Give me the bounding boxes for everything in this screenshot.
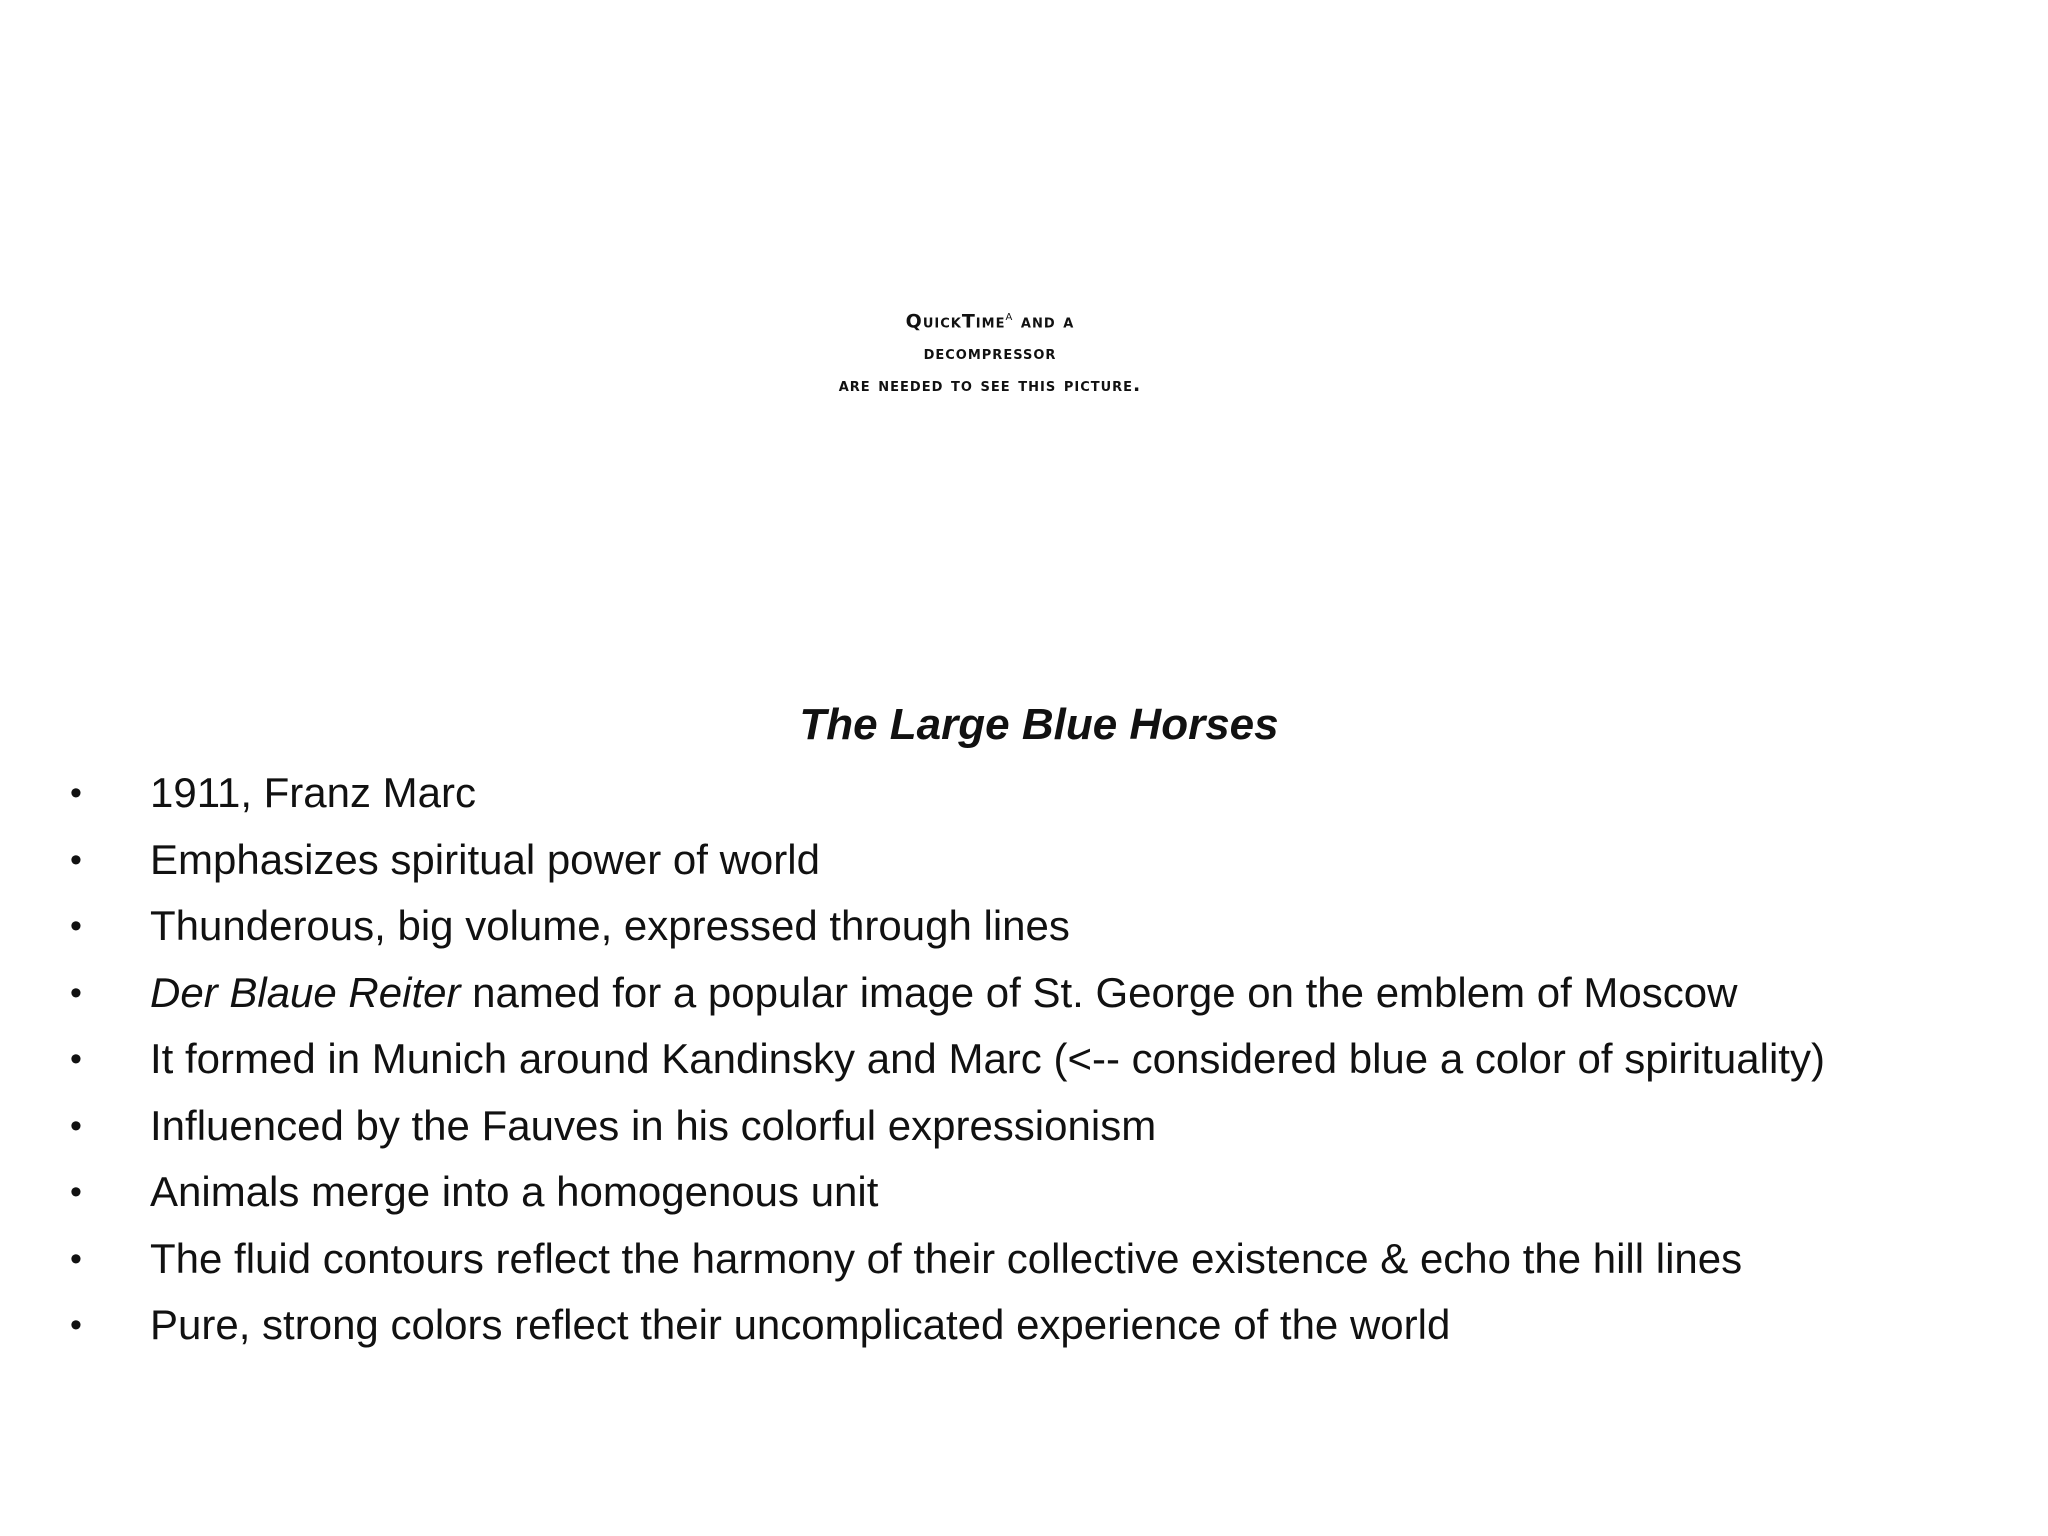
notice-quicktime-word: QuickTime xyxy=(905,310,1006,333)
bullet-item xyxy=(70,1234,2030,1301)
bullet-text: Influenced by the Fauves in his colorful expressionism xyxy=(150,1101,1157,1149)
bullet-item xyxy=(70,1167,2030,1234)
bullet-dot: • xyxy=(70,973,82,1012)
bullet-dot: • xyxy=(70,907,82,945)
bullet-item xyxy=(70,835,2030,902)
bullet-dot: • xyxy=(70,1173,82,1211)
quicktime-missing-picture-notice xyxy=(760,300,1220,401)
notice-line-1 xyxy=(760,300,1220,337)
bullet-text: named for a popular image of St. George on the emblem of Moscow xyxy=(460,968,1738,1016)
bullet-italic-title: Der Blaue Reiter xyxy=(150,968,461,1016)
bullet-item xyxy=(70,1101,2030,1168)
bullet-text: The fluid contours reflect the harmony of their collective existence & echo the hill lines xyxy=(150,1234,1743,1282)
bullet-item xyxy=(70,1034,2030,1101)
bullet-dot: • xyxy=(70,1239,82,1278)
bullet-item xyxy=(70,968,2030,1035)
bullet-item xyxy=(70,768,2030,835)
bullet-dot: • xyxy=(70,1106,82,1145)
bullet-dot: • xyxy=(70,774,82,812)
bullet-dot: • xyxy=(70,1306,82,1344)
bullet-dot: • xyxy=(70,840,82,879)
bullet-text: Emphasizes spiritual power of world xyxy=(150,835,820,883)
notice-line-2: decompressor xyxy=(923,342,1057,365)
notice-and-a: and a xyxy=(1013,310,1075,333)
bullet-text: It formed in Munich around Kandinsky and Marc (<-- considered blue a color of spirituality) xyxy=(150,1035,1825,1082)
bullet-dot: • xyxy=(70,1040,82,1078)
slide-title: The Large Blue Horses xyxy=(799,700,1279,749)
bullet-list xyxy=(70,768,2030,1367)
bullet-text: 1911, Franz Marc xyxy=(150,769,477,816)
bullet-text: Animals merge into a homogenous unit xyxy=(150,1168,879,1215)
notice-superscript: a xyxy=(1005,308,1014,324)
bullet-item xyxy=(70,901,2030,968)
bullet-item xyxy=(70,1300,2030,1367)
bullet-text: Thunderous, big volume, expressed through lines xyxy=(150,902,1070,949)
notice-line-3: are needed to see this picture. xyxy=(838,374,1142,397)
bullet-text: Pure, strong colors reflect their uncomplicated experience of the world xyxy=(150,1301,1451,1348)
